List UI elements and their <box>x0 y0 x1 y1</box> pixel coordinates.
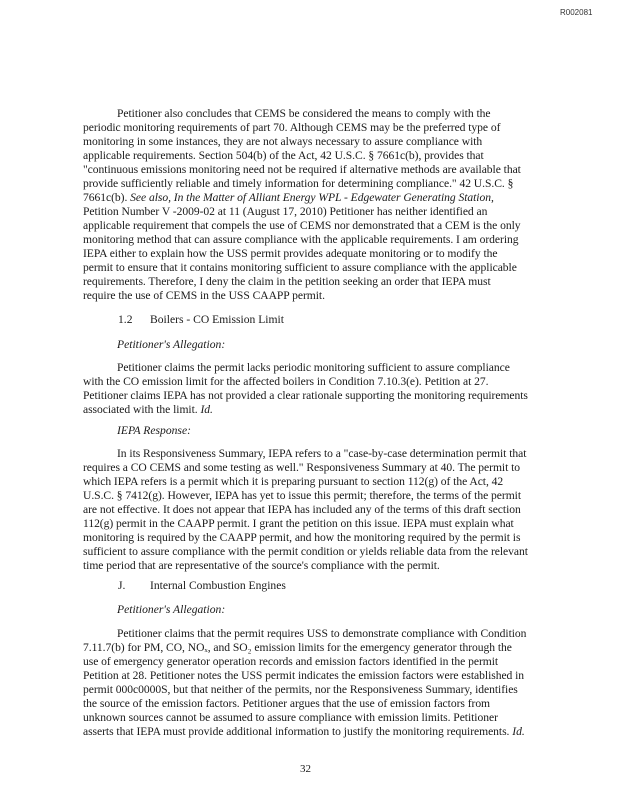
text-line: periodic monitoring requirements of part 70. Although CEMS may be the preferred type of <box>83 121 501 134</box>
text-line: monitoring is required by the CAAPP permit, and how the monitoring required by the permit is <box>83 531 521 544</box>
text-line: applicable requirement that compels the use of CEMS nor demonstrated that a CEM is the only <box>83 219 521 232</box>
section-number: J. <box>118 579 126 592</box>
section-title: Boilers - CO Emission Limit <box>150 313 284 326</box>
text-line: Petition at 28. Petitioner notes the USS permit indicates the emission factors were established in <box>83 669 525 682</box>
text-line: are not effective. It does not appear that IEPA has included any of the terms of this draft section <box>83 503 521 516</box>
text-line: In its Responsiveness Summary, IEPA refers to a "case-by-case determination permit that <box>117 447 527 460</box>
italic-citation: Id. <box>512 725 525 738</box>
text-line: Petition Number V -2009-02 at 11 (August 17, 2010) Petitioner has neither identified an <box>83 205 488 218</box>
text-line: permit to ensure that it contains monitoring sufficient to assure compliance with the applicable <box>83 261 517 274</box>
page-number: 32 <box>300 763 311 775</box>
text-line: monitoring in some instances, they are not always necessary to assure compliance with <box>83 135 483 148</box>
text-line: "continuous emissions monitoring need not be required if alternative methods are available that <box>83 163 521 176</box>
text-line: 112(g) permit in the CAAPP permit. I grant the petition on this issue. IEPA must explain what <box>83 517 514 530</box>
italic-citation: See also, In the Matter of Alliant Energy WPL - Edgewater Generating Station, <box>130 191 494 204</box>
text-line: 7.11.7(b) for PM, CO, NOₓ, and SO₂ emission limits for the emergency generator through the <box>83 641 512 654</box>
subheading-allegation: Petitioner's Allegation: <box>117 603 226 616</box>
text-line: with the CO emission limit for the affected boilers in Condition 7.10.3(e). Petition at 27. <box>83 375 489 388</box>
text-line: unknown sources cannot be assumed to assure compliance with emission limits. Petitioner <box>83 711 498 724</box>
text-line: the source of the emission factors. Petitioner argues that the use of emission factors from <box>83 697 491 710</box>
text-line: applicable requirements. Section 504(b) of the Act, 42 U.S.C. § 7661c(b), provides that <box>83 149 484 162</box>
text-line: monitoring method that can assure compliance with the applicable requirements. I am ordering <box>83 233 519 246</box>
text-line: requirements. Therefore, I deny the claim in the petition seeking an order that IEPA must <box>83 275 491 288</box>
text-line: use of emergency generator operation records and emission factors identified in the permit <box>83 655 499 668</box>
text-line: sufficient to assure compliance with the permit condition or yields reliable data from the relevant <box>83 545 528 558</box>
text-line: permit 000c0000S, but that neither of the permits, nor the Responsiveness Summary, identifies <box>83 683 518 696</box>
text-line: Petitioner also concludes that CEMS be considered the means to comply with the <box>117 107 491 120</box>
section-title: Internal Combustion Engines <box>150 579 286 592</box>
text-line: which IEPA refers is a permit which it is preparing pursuant to section 112(g) of the Act, 42 <box>83 475 504 488</box>
subheading-allegation: Petitioner's Allegation: <box>117 338 226 351</box>
text-line: Petitioner claims that the permit requires USS to demonstrate compliance with Condition <box>117 627 527 640</box>
text-line: Petitioner claims IEPA has not provided a clear rationale supporting the monitoring requirements <box>83 389 528 402</box>
text-line <box>83 725 525 739</box>
text-line: require the use of CEMS in the USS CAAPP permit. <box>83 289 325 302</box>
italic-citation: Id. <box>200 403 213 416</box>
text-line: requires a CO CEMS and some testing as well." Responsiveness Summary at 40. The permit to <box>83 461 521 474</box>
text-line <box>83 403 213 417</box>
text-line: time period that are representative of the source's compliance with the permit. <box>83 559 440 572</box>
subheading-response: IEPA Response: <box>117 424 191 437</box>
text-line: provide sufficiently reliable and timely information for determining compliance." 42 U.S.C. § <box>83 177 514 190</box>
text-line: Petitioner claims the permit lacks periodic monitoring sufficient to assure compliance <box>117 361 510 374</box>
text-line <box>83 191 494 205</box>
text-segment: associated with the limit. <box>83 403 201 416</box>
document-id: R002081 <box>560 8 593 17</box>
text-line: IEPA either to explain how the USS permit provides adequate monitoring or to modify the <box>83 247 498 260</box>
section-number: 1.2 <box>118 313 133 326</box>
text-line: U.S.C. § 7412(g). However, IEPA has yet to issue this permit; therefore, the terms of the permit <box>83 489 522 502</box>
text-segment: 7661c(b). <box>83 191 131 204</box>
text-segment: asserts that IEPA must provide additional information to justify the monitoring requirements. <box>83 725 513 738</box>
